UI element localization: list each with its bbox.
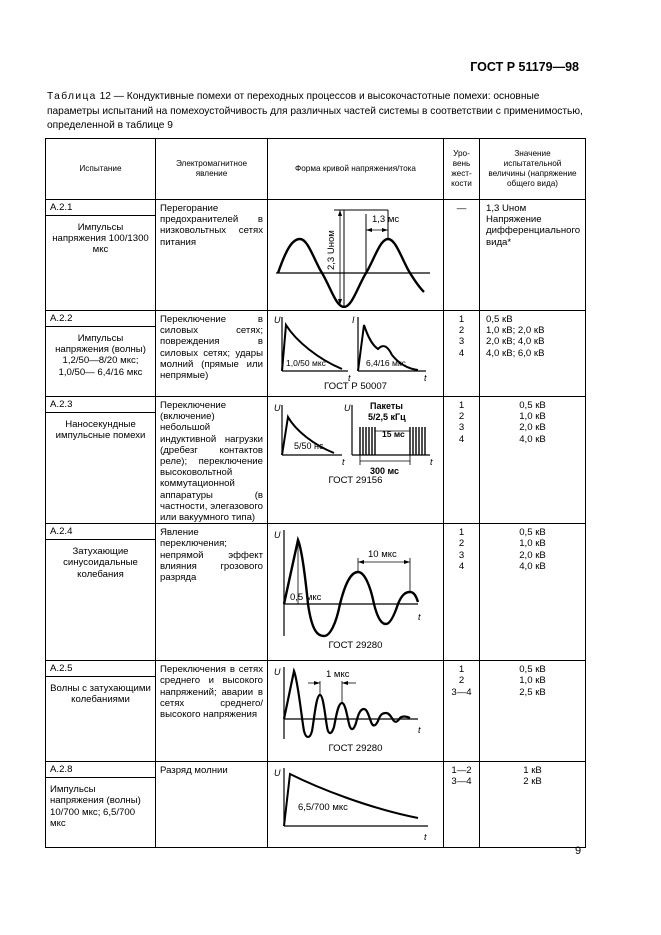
test-cell (46, 397, 156, 524)
waveform-cell (268, 661, 444, 762)
level-value: 1 (458, 664, 465, 676)
test-name: Затухающие синусоидальные колебания (63, 546, 138, 580)
header-waveform: Форма кривой напряжения/тока (268, 139, 444, 200)
damped-wave-diagram (268, 661, 444, 745)
test-value: 0,5 кВ (519, 400, 546, 411)
value-cell (480, 397, 586, 524)
test-value: 4,0 кВ; 6,0 кВ (486, 347, 545, 359)
pulse-label: 1,0/50 мкс (286, 358, 326, 368)
level-value: 3 (458, 336, 465, 348)
test-name: Импульсы напряжения 100/1300 мкс (52, 222, 149, 256)
level-cell (444, 200, 480, 311)
level-value: 4 (458, 560, 465, 572)
axis-u-label: U (274, 403, 281, 413)
axis-u-label: U (274, 768, 281, 779)
axis-u-label: U (274, 530, 281, 541)
page-number: 9 (575, 845, 582, 857)
table-caption (47, 90, 587, 134)
level-value: 3—4 (451, 686, 472, 698)
axis-u-label: U (274, 315, 281, 325)
value-cell (480, 311, 586, 397)
time-label: 1,3 мс (372, 214, 400, 225)
axis-t-label: t (418, 725, 421, 736)
phenomenon-cell: Переключения в сетях среднего и высокого напряжений; аварии в сетях среднего/высокого напряжения (156, 661, 268, 762)
test-code: А.2.4 (46, 524, 155, 540)
parameters-table (45, 138, 586, 848)
test-name: Волны с затухающими колебаниями (50, 683, 151, 706)
axis-t-label: t (424, 832, 427, 843)
period-label: 300 мс (370, 466, 400, 476)
level-value: 2 (458, 538, 465, 550)
test-value: 4,0 кВ (519, 433, 546, 445)
document-header: ГОСТ Р 51179—98 (470, 60, 579, 74)
pulse-label: 6,5/700 мкс (298, 802, 348, 814)
level-value: 2 (458, 675, 465, 687)
level-value: 2 (458, 411, 465, 423)
test-value: 1,0 кВ; 2,0 кВ (486, 325, 545, 337)
level-cell (444, 762, 480, 848)
impulse-waveform-diagram (268, 311, 444, 383)
period-label: 10 мкс (368, 549, 397, 561)
axis-t-label: t (348, 373, 351, 383)
pulse-label: 5/50 нс (294, 441, 324, 451)
burst-group-2 (410, 427, 425, 455)
test-code: А.2.1 (46, 200, 155, 216)
axis-i-label: I (352, 315, 355, 325)
test-name: Наносекундные импульсные помехи (55, 419, 146, 442)
test-cell (46, 200, 156, 311)
header-test: Испытание (46, 139, 156, 200)
level-value: 1 (458, 400, 465, 411)
waveform-cell (268, 524, 444, 661)
level-value: 1—2 (451, 765, 472, 777)
test-value: Напряжение дифференциального вида* (486, 214, 581, 248)
pulse-label: 6,4/16 мкс (366, 358, 406, 368)
amplitude-label: 2,3 Uном (326, 230, 337, 270)
test-value: 0,5 кВ (519, 664, 546, 676)
axis-t-label: t (430, 457, 433, 467)
burst-group-1 (360, 427, 375, 455)
caption-number: 12 (99, 91, 111, 102)
test-value: 2,0 кВ (519, 549, 546, 561)
phenomenon-cell: Перегорание предохранителей в низковольтных сетях питания (156, 200, 268, 311)
standard-reference: ГОСТ 29280 (328, 743, 383, 755)
waveform-cell (268, 311, 444, 397)
test-value: 2,5 кВ (519, 686, 546, 698)
caption-text: — Кондуктивные помехи от переходных процессов и высокочастотные помехи: основные параметры испытаний на помехоустойчивость для различных частей системы в соответствии с применимостью, определенной в таблице 9 (47, 91, 583, 131)
caption-label: Таблица (47, 91, 97, 102)
test-value: 1,0 кВ (519, 538, 546, 550)
frequency-label: 5/2,5 кГц (368, 412, 406, 422)
test-value: 1,0 кВ (519, 411, 546, 423)
test-cell (46, 311, 156, 397)
standard-reference: ГОСТ 29280 (328, 640, 383, 652)
waveform-cell (268, 397, 444, 524)
packets-label: Пакеты (370, 401, 403, 411)
level-cell (444, 311, 480, 397)
standard-reference: ГОСТ Р 50007 (324, 381, 387, 392)
header-phenomenon: Электромагнитное явление (156, 139, 268, 200)
axis-u-label: U (274, 667, 281, 678)
header-level: Уро-вень жест-кости (444, 139, 480, 200)
axis-t-label: t (424, 373, 427, 383)
phenomenon-cell: Переключение в силовых сетях; повреждения в силовых сетях; удары молний (прямые или непрямые) (156, 311, 268, 397)
test-value: 0,5 кВ (519, 527, 546, 539)
level-value: 4 (458, 347, 465, 359)
burst-duration-label: 15 мс (382, 429, 405, 439)
level-cell (444, 397, 480, 524)
level-cell (444, 524, 480, 661)
phenomenon-cell: Явление переключения; непрямой эффект влияния грозового разряда (156, 524, 268, 661)
value-cell (480, 762, 586, 848)
table-row (46, 311, 586, 397)
test-value: 1 кВ (523, 765, 542, 777)
test-cell (46, 762, 156, 848)
level-value: 1 (458, 527, 465, 539)
burst-waveform-diagram (268, 397, 444, 477)
test-name: Импульсы напряжения (волны) 1,2/50—8/20 мкс; 1,0/50— 6,4/16 мкс (55, 333, 146, 378)
waveform-cell (268, 762, 444, 848)
waveform-cell (268, 200, 444, 311)
test-cell (46, 661, 156, 762)
period-label: 1 мкс (326, 669, 350, 681)
test-code: А.2.2 (46, 311, 155, 327)
value-cell (480, 661, 586, 762)
level-value: 3 (458, 549, 465, 561)
value-cell (480, 524, 586, 661)
sine-waveform-diagram (268, 200, 444, 308)
test-code: А.2.8 (46, 762, 155, 778)
level-value: 2 (458, 325, 465, 337)
test-value: 0,5 кВ (486, 314, 513, 325)
test-value: 2 кВ (523, 776, 542, 788)
test-name: Импульсы напряжения (волны) 10/700 мкс; 6,5/700 мкс (50, 784, 141, 829)
damped-oscillation-diagram (268, 524, 444, 642)
test-code: А.2.5 (46, 661, 155, 677)
lightning-impulse-diagram (268, 762, 444, 846)
axis-t-label: t (418, 612, 421, 623)
rise-time-label: 0,5 мкс (290, 592, 322, 604)
axis-t-label: t (342, 457, 345, 467)
test-value: 1,0 кВ (519, 675, 546, 687)
table-row (46, 661, 586, 762)
level-value: 4 (458, 433, 465, 445)
level-value: — (456, 203, 467, 214)
test-value: 4,0 кВ (519, 560, 546, 572)
header-row (46, 139, 586, 200)
test-value: 2,0 кВ (519, 422, 546, 434)
level-value: 3 (458, 422, 465, 434)
table-row (46, 200, 586, 311)
phenomenon-cell: Разряд молнии (156, 762, 268, 848)
test-value: 2,0 кВ; 4,0 кВ (486, 336, 545, 348)
phenomenon-cell: Переключение (включение) небольшой индуктивной нагрузки (дребезг контактов реле); переключение высоковольтной коммутационной аппаратуры (в частности, элегазового или вакуумного типа) (156, 397, 268, 524)
test-code: А.2.3 (46, 397, 155, 413)
value-cell (480, 200, 586, 311)
header-value: Значение испытательной величины (напряжение общего вида) (480, 139, 586, 200)
standard-reference: ГОСТ 29156 (328, 475, 383, 486)
level-value: 1 (458, 314, 465, 325)
axis-u-label: U (344, 403, 351, 413)
table-row (46, 524, 586, 661)
level-cell (444, 661, 480, 762)
test-value: 1,3 Uном (486, 203, 527, 214)
test-cell (46, 524, 156, 661)
table-row (46, 762, 586, 848)
table-row (46, 397, 586, 524)
level-value: 3—4 (451, 776, 472, 788)
